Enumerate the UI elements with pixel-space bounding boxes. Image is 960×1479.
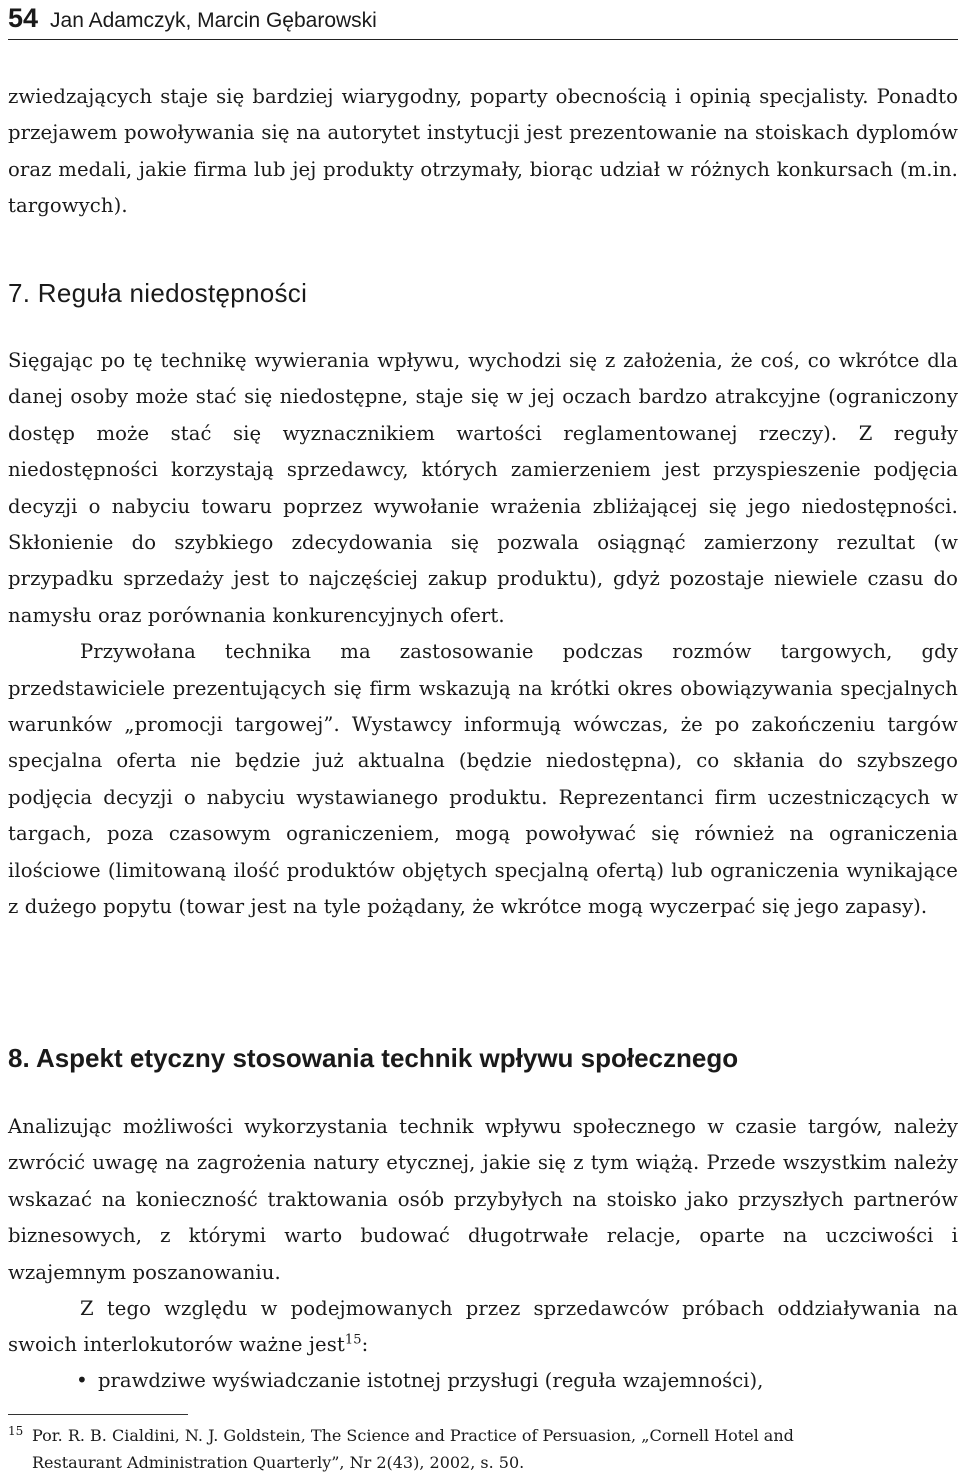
bullet-icon: •: [76, 1368, 88, 1392]
footnote-reference[interactable]: 15: [344, 1332, 362, 1348]
bullet-item-text: prawdziwe wyświadczanie istotnej przysługi (reguła wzajemności),: [98, 1369, 764, 1392]
section-8-paragraph-2: [8, 1291, 958, 1364]
intro-paragraph: zwiedzających staje się bardziej wiarygodny, poparty obecnością i opinią specjalisty. Ponadto przejawem powoływania się na autorytet instytucji jest prezentowanie na stoiskach dyplomów oraz medali, jakie firma lub jej produkty otrzymały, biorąc udział w różnych konkursach (m.in. targowych).: [8, 85, 958, 218]
section-8-paragraph-2-text: Z tego względu w podejmowanych przez sprzedawców próbach oddziaływania na swoich interlokutorów ważne jest: [8, 1297, 958, 1357]
section-7-paragraph-2: Przywołana technika ma zastosowanie podczas rozmów targowych, gdy przedstawiciele prezentujących się firm wskazują na krótki okres obowiązywania specjalnych warunków „promocji targowej”. Wystawcy informują wówczas, że po zakończeniu targów specjalna oferta nie będzie już aktualna (będzie niedostępna), co skłania do szybszego podjęcia decyzji o nabyciu wystawianego produktu. Reprezentanci firm uczestniczących w targach, poza czasowym ograniczeniem, mogą powoływać się również na ograniczenia ilościowe (limitowaną ilość produktów objętych specjalną ofertą) lub ograniczenia wynikające z dużego popytu (towar jest na tyle pożądany, że wkrótce mogą wyczerpać się jego zapasy).: [8, 640, 958, 919]
intro-block: [8, 79, 958, 225]
footnote-line-2: Restaurant Administration Quarterly”, Nr 2(43), 2002, s. 50.: [32, 1453, 525, 1472]
section-8-heading: 8. Aspekt etyczny stosowania technik wpływu społecznego: [8, 1043, 739, 1073]
bullet-list-item: [76, 1363, 763, 1399]
footnote-line-1: Por. R. B. Cialdini, N. J. Goldstein, The Science and Practice of Persuasion, „Cornell Hotel and: [32, 1426, 794, 1445]
footnote: 15 Por. R. B. Cialdini, N. J. Goldstein, The Science and Practice of Persuasion, „Cornell Hotel and Restaurant Administration Quarterly”, Nr 2(43), 2002, s. 50.: [8, 1422, 958, 1476]
footnote-separator: [8, 1414, 188, 1415]
section-7-body: [8, 343, 958, 926]
section-7-paragraph-1: Sięgając po tę technikę wywierania wpływu, wychodzi się z założenia, że coś, co wkrótce dla danej osoby może stać się niedostępne, staje się w jej oczach bardzo atrakcyjne (ograniczony dostęp może stać się wyznacznikiem wartości reglamentowanej rzeczy). Z reguły niedostępności korzystają sprzedawcy, których zamierzeniem jest przyspieszenie podjęcia decyzji o nabyciu towaru poprzez wywołanie wrażenia zbliżającej się jego niedostępności. Skłonienie do szybkiego zdecydowania się pozwala osiągnąć zamierzony rezultat (w przypadku sprzedaży jest to najczęściej zakup produktu), gdyż pozostaje niewiele czasu do namysłu oraz porównania konkurencyjnych ofert.: [8, 349, 958, 627]
page-number: 54: [8, 3, 39, 33]
section-7-heading: 7. Reguła niedostępności: [8, 278, 308, 308]
page-header: [8, 0, 958, 40]
section-8-body: [8, 1109, 958, 1364]
running-head: Jan Adamczyk, Marcin Gębarowski: [50, 9, 377, 32]
paragraph-colon: :: [361, 1333, 369, 1357]
section-8-paragraph-1: Analizując możliwości wykorzystania technik wpływu społecznego w czasie targów, należy zwrócić uwagę na zagrożenia natury etycznej, jakie się z tym wiążą. Przede wszystkim należy wskazać na konieczność traktowania osób przybyłych na stoisko jako przyszłych partnerów biznesowych, z którymi warto budować długotrwałe relacje, oparte na uczciwości i wzajemnym poszanowaniu.: [8, 1115, 958, 1284]
